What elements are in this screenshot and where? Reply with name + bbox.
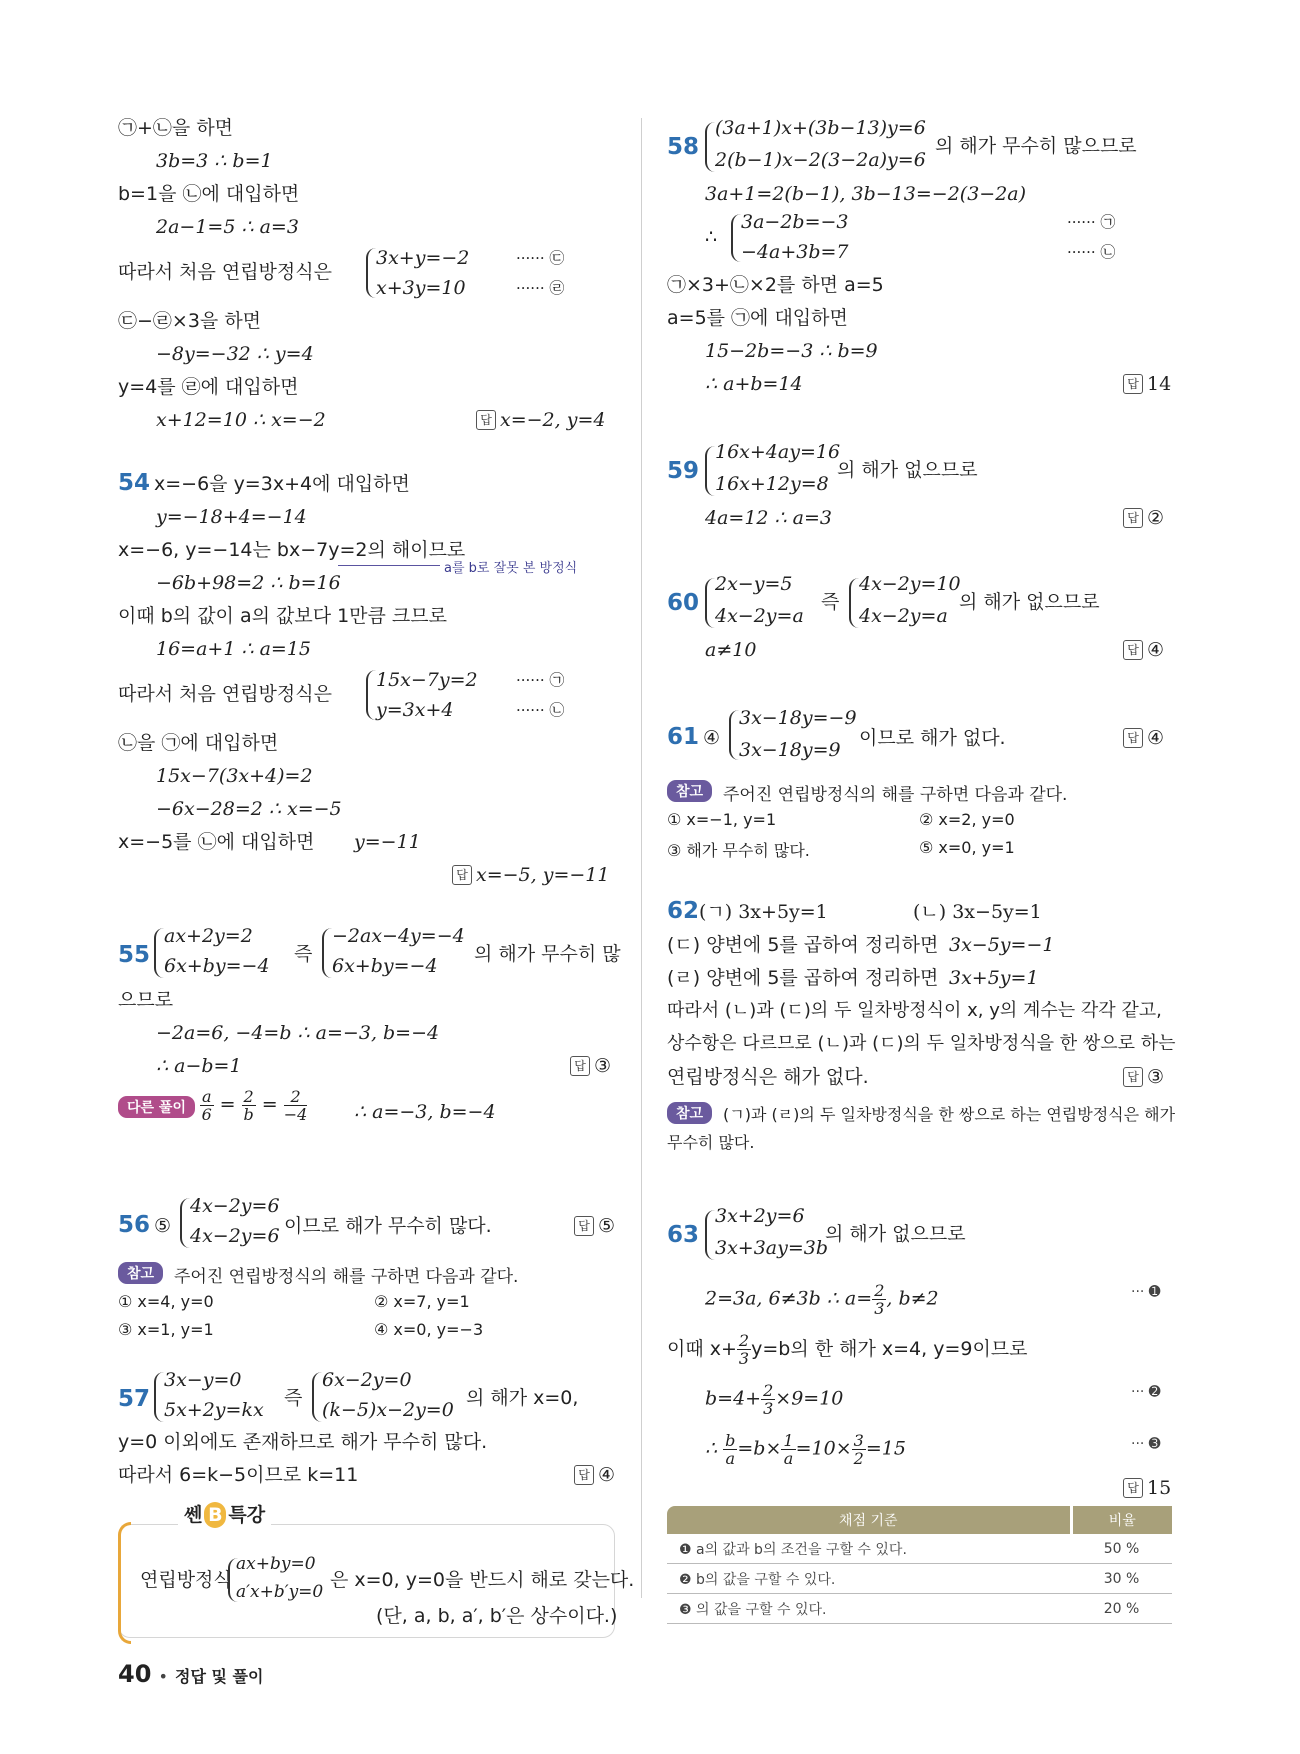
answer-mark: 답 <box>570 1056 590 1076</box>
answer <box>1123 638 1164 662</box>
question-number: 56 <box>118 1212 151 1238</box>
text-line: 이므로 해가 무수히 많다. <box>284 1215 492 1237</box>
reference-item: ③ x=1, y=1 <box>118 1320 214 1339</box>
equation-marker: ······ ㉣ <box>516 279 565 297</box>
equation: 16x+4ay=16 <box>715 441 841 463</box>
grading-ratio: 50 % <box>1071 1534 1172 1564</box>
text-line: 의 해가 무수히 많 <box>474 943 621 965</box>
system-brace <box>731 214 741 262</box>
math-line: 4a=12 ∴ a=3 <box>705 507 833 529</box>
answer-mark: 답 <box>574 1465 594 1485</box>
answer-value: ② <box>1147 507 1165 529</box>
text-line: ㉠+㉡을 하면 <box>118 117 234 139</box>
answer-mark: 답 <box>574 1216 594 1236</box>
text-line: 따라서 처음 연립방정식은 <box>118 261 332 283</box>
equation-marker: ······ ㉠ <box>516 671 565 689</box>
text-line: ㉡을 ㉠에 대입하면 <box>118 732 279 754</box>
choice: ④ <box>703 727 721 749</box>
text-line: (ㄷ) 양변에 5를 곱하여 정리하면 <box>667 934 939 956</box>
text-line: 따라서 처음 연립방정식은 <box>118 683 332 705</box>
page-number: 40 <box>118 1660 152 1688</box>
equation-marker: ······ ㉢ <box>516 249 565 267</box>
text-line: 즉 <box>294 943 313 965</box>
math-line: −6x−28=2 ∴ x=−5 <box>156 798 342 820</box>
reference-text: 주어진 연립방정식의 해를 구하면 다음과 같다. <box>723 785 1068 805</box>
text-line: 즉 <box>821 591 840 613</box>
step-marker: ··· ➊ <box>1131 1284 1161 1300</box>
equation: 3a−2b=−3 <box>741 211 849 233</box>
math-line: 2a−1=5 ∴ a=3 <box>156 216 299 238</box>
question-number: 59 <box>667 458 700 484</box>
equation-marker: ······ ㉡ <box>516 701 565 719</box>
question-number: 63 <box>667 1222 700 1248</box>
question-number: 58 <box>667 134 700 160</box>
grading-header: 비율 <box>1071 1506 1172 1534</box>
equation: 3x−y=0 <box>164 1369 242 1391</box>
answer <box>574 1214 615 1238</box>
answer-value: ③ <box>594 1055 612 1077</box>
question-number: 60 <box>667 590 700 616</box>
reference-text: (ㄱ)과 (ㄹ)의 두 일차방정식을 한 쌍으로 하는 연립방정식은 해가 <box>723 1105 1176 1124</box>
answer <box>1123 1476 1171 1500</box>
equation: 2x−y=5 <box>715 573 793 595</box>
alt-fraction-eq: $\frac{a}{6}$ = $\frac{2}{b}$ = $\frac{2}{-4}$ <box>201 1087 308 1124</box>
system-brace <box>729 710 739 760</box>
math-line: a≠10 <box>705 639 757 661</box>
math-line: b=4+ $\frac{2}{3}$ ×9=10 <box>705 1381 844 1418</box>
equation: 15x−7y=2 <box>376 669 478 691</box>
answer <box>1123 726 1164 750</box>
tip-text: 은 x=0, y=0을 반드시 해로 갖는다. <box>330 1569 635 1591</box>
reference-tag: 참고 <box>118 1262 163 1284</box>
text-line: 으므로 <box>118 989 174 1011</box>
reference-item: ① x=−1, y=1 <box>667 810 777 829</box>
system-brace <box>322 928 332 978</box>
text-line: ㉠×3+㉡×2를 하면 a=5 <box>667 274 884 296</box>
question-number: 57 <box>118 1386 151 1412</box>
equation: (3a+1)x+(3b−13)y=6 <box>715 117 926 139</box>
equation: 3x+3ay=3b <box>715 1237 829 1259</box>
text-line: 이므로 해가 없다. <box>859 727 1006 749</box>
step-marker: ··· ➌ <box>1131 1436 1161 1452</box>
therefore: ∴ <box>705 226 718 248</box>
system-brace <box>312 1372 322 1422</box>
table-row <box>667 1534 1172 1564</box>
tip-box-accent <box>118 1522 131 1644</box>
page-footer: 40 • 정답 및 풀이 <box>118 1660 264 1688</box>
answer-mark: 답 <box>452 865 472 885</box>
system-brace <box>180 1198 190 1248</box>
equation: 4x−2y=a <box>859 605 948 627</box>
answer-value: ④ <box>1147 639 1165 661</box>
alt-solution-tag: 다른 풀이 <box>118 1096 195 1118</box>
question-number: 54 <box>118 470 151 496</box>
math-line: 3b=3 ∴ b=1 <box>156 150 273 172</box>
equation: 3x+2y=6 <box>715 1205 805 1227</box>
math-line: −8y=−32 ∴ y=4 <box>156 343 314 365</box>
answer <box>476 408 605 432</box>
equation: ax+by=0 <box>236 1554 316 1574</box>
math-line: 3x−5y=−1 <box>949 934 1055 956</box>
text-line: 따라서 (ㄴ)과 (ㄷ)의 두 일차방정식이 x, y의 계수는 각각 같고, <box>667 1000 1162 1021</box>
equation: a′x+b′y=0 <box>236 1582 324 1602</box>
equation: 3x−18y=−9 <box>739 707 857 729</box>
column-divider <box>641 118 642 1598</box>
tip-title: 쎈 B 특강 <box>178 1500 271 1528</box>
math-line: 2=3a, 6≠3b ∴ a= $\frac{2}{3}$ , b≠2 <box>705 1281 939 1318</box>
answer-value: ⑤ <box>598 1215 616 1237</box>
answer-value: 15 <box>1147 1477 1172 1499</box>
math-line: ∴ a+b=14 <box>705 373 803 395</box>
answer-mark: 답 <box>476 410 496 430</box>
answer <box>574 1463 615 1487</box>
math-line: ∴ $\frac{b}{a}$ =b× $\frac{1}{a}$ =10× $\frac{3}{2}$ =15 <box>705 1431 906 1468</box>
answer-value: ④ <box>598 1464 616 1486</box>
equation: 6x+by=−4 <box>164 955 270 977</box>
grading-criterion: ❶ a의 값과 b의 조건을 구할 수 있다. <box>667 1534 1071 1564</box>
equation: 4x−2y=6 <box>190 1225 280 1247</box>
reference-text: 무수히 많다. <box>667 1133 755 1152</box>
equation-marker: ······ ㉠ <box>1067 213 1116 231</box>
system-brace <box>705 1210 715 1260</box>
equation: −2ax−4y=−4 <box>332 925 465 947</box>
equation: 6x−2y=0 <box>322 1369 412 1391</box>
answer-value: 14 <box>1147 373 1172 395</box>
answer-value: x=−5, y=−11 <box>476 864 610 886</box>
equation: 4x−2y=a <box>715 605 804 627</box>
text-line: 의 해가 없으므로 <box>825 1223 966 1245</box>
math-line: 15x−7(3x+4)=2 <box>156 765 313 787</box>
equation: 16x+12y=8 <box>715 473 829 495</box>
equation: 4x−2y=10 <box>859 573 961 595</box>
text-line: x=−6을 y=3x+4에 대입하면 <box>154 473 410 495</box>
math-line: ∴ a−b=1 <box>156 1055 242 1077</box>
system-brace <box>705 122 715 172</box>
equation: ax+2y=2 <box>164 925 253 947</box>
grading-ratio: 20 % <box>1071 1594 1172 1624</box>
system-brace <box>366 248 376 298</box>
text-line: 의 해가 없으므로 <box>959 591 1100 613</box>
equation: x+3y=10 <box>376 277 466 299</box>
answer-value: ③ <box>1147 1066 1165 1088</box>
grading-table <box>667 1506 1172 1624</box>
equation: 3x+y=−2 <box>376 247 470 269</box>
question-number: 55 <box>118 942 151 968</box>
answer <box>1123 372 1171 396</box>
math-line: −2a=6, −4=b ∴ a=−3, b=−4 <box>156 1022 440 1044</box>
math-line: 3a+1=2(b−1), 3b−13=−2(3−2a) <box>705 183 1027 205</box>
question-number: 61 <box>667 724 700 750</box>
equation-marker: ······ ㉡ <box>1067 243 1116 261</box>
annotation-line <box>338 565 440 566</box>
table-row <box>667 1594 1172 1624</box>
grading-criterion: ❸ 의 값을 구할 수 있다. <box>667 1594 1071 1624</box>
text-line: (ㄴ) 3x−5y=1 <box>913 901 1042 923</box>
tip-note: (단, a, b, a′, b′은 상수이다.) <box>376 1605 618 1627</box>
footer-title: 정답 및 풀이 <box>175 1667 264 1686</box>
answer-mark: 답 <box>1123 1067 1143 1087</box>
table-row <box>667 1564 1172 1594</box>
grading-criterion: ❷ b의 값을 구할 수 있다. <box>667 1564 1071 1594</box>
text-line: 상수항은 다르므로 (ㄴ)과 (ㄷ)의 두 일차방정식을 한 쌍으로 하는 <box>667 1033 1176 1054</box>
reference-text: 주어진 연립방정식의 해를 구하면 다음과 같다. <box>174 1267 519 1287</box>
answer-mark: 답 <box>1123 374 1143 394</box>
answer-mark: 답 <box>1123 508 1143 528</box>
math-line: 15−2b=−3 ∴ b=9 <box>705 340 878 362</box>
equation: 5x+2y=kx <box>164 1399 264 1421</box>
reference-item: ⑤ x=0, y=1 <box>919 838 1015 857</box>
system-brace <box>154 1372 164 1422</box>
step-marker: ··· ➋ <box>1131 1384 1161 1400</box>
reference-item: ① x=4, y=0 <box>118 1292 214 1311</box>
annotation-note: a를 b로 잘못 본 방정식 <box>444 561 578 576</box>
equation: 3x−18y=9 <box>739 739 841 761</box>
math-line: 3x+5y=1 <box>949 967 1039 989</box>
text-line: y=4를 ㉣에 대입하면 <box>118 376 299 398</box>
reference-item: ② x=2, y=0 <box>919 810 1015 829</box>
system-brace <box>154 928 164 978</box>
text-line: 따라서 6=k−5이므로 k=11 <box>118 1464 359 1486</box>
text-line: x=−5를 ㉡에 대입하면 <box>118 831 315 853</box>
tip-badge: B <box>204 1502 226 1528</box>
equation: y=3x+4 <box>376 699 454 721</box>
text-line: 의 해가 x=0, <box>466 1387 579 1409</box>
tip-label: 연립방정식 <box>140 1569 232 1591</box>
system-brace <box>849 578 859 628</box>
answer-mark: 답 <box>1123 728 1143 748</box>
answer <box>1123 1065 1164 1089</box>
text-line: (ㄹ) 양변에 5를 곱하여 정리하면 <box>667 967 939 989</box>
reference-item: ② x=7, y=1 <box>374 1292 470 1311</box>
math-line: y=−18+4=−14 <box>156 506 307 528</box>
answer-value: ④ <box>1147 727 1165 749</box>
text-line: y=0 이외에도 존재하므로 해가 무수히 많다. <box>118 1431 488 1453</box>
reference-tag: 참고 <box>667 1102 712 1124</box>
text-line: 즉 <box>284 1387 303 1409</box>
reference-item: ③ 해가 무수히 많다. <box>667 841 810 860</box>
text-line: b=1을 ㉡에 대입하면 <box>118 183 300 205</box>
equation: −4a+3b=7 <box>741 241 849 263</box>
choice: ⑤ <box>154 1215 172 1237</box>
system-brace <box>705 446 715 496</box>
answer <box>452 863 609 887</box>
equation: 4x−2y=6 <box>190 1195 280 1217</box>
reference-tag: 참고 <box>667 780 712 802</box>
equation: (k−5)x−2y=0 <box>322 1399 454 1421</box>
equation: 6x+by=−4 <box>332 955 438 977</box>
grading-ratio: 30 % <box>1071 1564 1172 1594</box>
reference-item: ④ x=0, y=−3 <box>374 1320 484 1339</box>
math-line: 16=a+1 ∴ a=15 <box>156 638 312 660</box>
math-line: x+12=10 ∴ x=−2 <box>156 409 326 431</box>
text-line: 이때 x+ $\frac{2}{3}$ y=b의 한 해가 x=4, y=9이므로 <box>667 1331 1028 1368</box>
text-line: 연립방정식은 해가 없다. <box>667 1066 869 1088</box>
text-line: a=5를 ㉠에 대입하면 <box>667 307 848 329</box>
system-brace <box>705 578 715 628</box>
math-line: −6b+98=2 ∴ b=16 <box>156 572 341 594</box>
text-line: 이때 b의 값이 a의 값보다 1만큼 크므로 <box>118 605 447 627</box>
math-line: ∴ a=−3, b=−4 <box>354 1101 496 1123</box>
text-line: (ㄱ) 3x+5y=1 <box>699 901 828 923</box>
answer <box>570 1054 611 1078</box>
answer-value: x=−2, y=4 <box>500 409 606 431</box>
text-line: 의 해가 무수히 많으므로 <box>935 135 1137 157</box>
grading-header: 채점 기준 <box>667 1506 1071 1534</box>
math-line: y=−11 <box>354 831 421 853</box>
question-number: 62 <box>667 898 700 924</box>
text-line: 의 해가 없으므로 <box>837 459 978 481</box>
equation: 2(b−1)x−2(3−2a)y=6 <box>715 149 926 171</box>
text-line: ㉢−㉣×3을 하면 <box>118 310 262 332</box>
answer-mark: 답 <box>1123 1478 1143 1498</box>
answer-mark: 답 <box>1123 640 1143 660</box>
text-line: x=−6, y=−14는 bx−7y=2의 해이므로 <box>118 539 466 561</box>
system-brace <box>366 670 376 720</box>
answer <box>1123 506 1164 530</box>
